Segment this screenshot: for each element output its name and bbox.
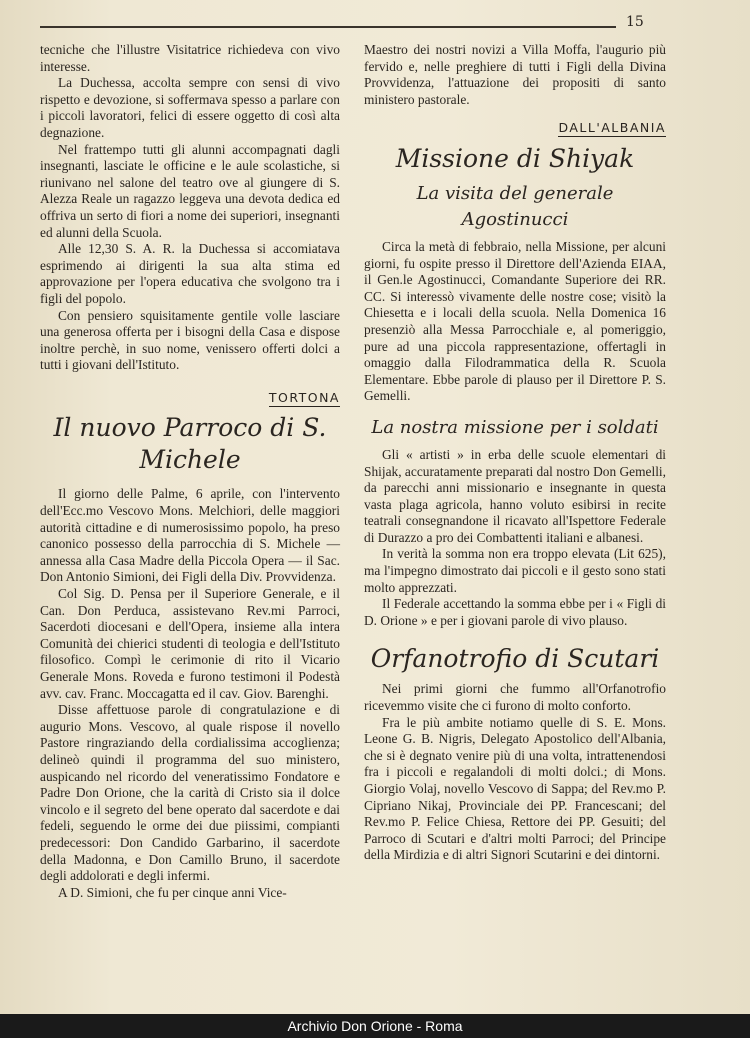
article-title-missione: Missione di Shiyak bbox=[395, 143, 635, 173]
paragraph: Maestro dei nostri novizi a Villa Moffa, l'augurio più fervido e, nelle preghiere di tutti i Figli della Divina Provvidenza, l'attuazione dei propositi di santo ministero pastorale. bbox=[364, 42, 666, 107]
paragraph: Fra le più ambite notiamo quelle di S. E. Mons. Leone G. B. Nigris, Delegato Apostolico dell'Albania, che si è degnato venire più di una volta, intrattenendosi fra i piccoli e regalandoli di molti dolci.; di Mons. Giorgio Volaj, novello Vescovo di Sappa; del Rev.mo P. Cipriano Nikaj, Provinciale dei PP. Francescani; del Rev.mo P. Felice Chiesa, Rettore dei PP. Gesuiti; del Parroco di Scutari e d'altri molti Parroci; del Principe della Mirdizia e di altri Signori Scutarini e dei dintorni. bbox=[364, 714, 666, 863]
paragraph: Col Sig. D. Pensa per il Superiore Generale, e il Can. Don Perduca, assistevano Rev.mi Parroci, Sacerdoti diocesani e dell'Opera, insieme alla intera Comunità dei chierici studenti di teologia e dell'Istituto filosofico. Compì le cerimonie di rito il Vicario Generale Mons. Roveda e furono testimoni il Podestà avv. cav. Franc. Moccagatta ed il cav. Giov. Barenghi. bbox=[40, 586, 340, 701]
paragraph: Disse affettuose parole di congratulazione e di augurio Mons. Vescovo, al quale rispose il novello Pastore ringraziando della cordialissima accoglienza; delineò quindi il programma del suo ministero, auspicando nel ricordo del veneratissimo Fondatore e Padre Don Orione, che la carità di Cristo sia il dolce vincolo e il segreto del bene operato dal sacerdote e dai fedeli, seguendo le orme dei due piissimi, compianti predecessori: Don Candido Garbarino, il sacerdote della Madonna, e Don Camillo Bruno, il sacerdote degli addolorati e degli infermi. bbox=[40, 702, 340, 884]
article-subtitle-soldati: La nostra missione per i soldati bbox=[371, 416, 659, 438]
header-rule bbox=[40, 26, 616, 28]
section-label-tortona: TORTONA bbox=[268, 389, 340, 405]
archive-caption: Archivio Don Orione - Roma bbox=[0, 1014, 750, 1038]
page-number: 15 bbox=[626, 14, 644, 30]
paragraph: Alle 12,30 S. A. R. la Duchessa si accomiatava esprimendo ai dirigenti la sua alta stima ed approvazione per l'opera educativa che svolgono tra i figli del popolo. bbox=[40, 241, 340, 306]
article-title-parroco: Il nuovo Parroco di S. Michele bbox=[53, 413, 327, 475]
article-subtitle-visita: La visita del generale Agostinucci bbox=[416, 182, 614, 230]
paragraph: Gli « artisti » in erba delle scuole elementari di Shijak, accuratamente preparati dal nostro Don Gemelli, da parecchi anni missionario e insegnante in questa vasta plaga agricola, hanno voluto esibirsi in recite teatrali consegnandone il ricavato all'Ispettore Federale di Durazzo a pro dei Combattenti italiani e albanesi. bbox=[364, 446, 666, 545]
paragraph: La Duchessa, accolta sempre con sensi di vivo rispetto e devozione, si soffermava spesso a parlare con i piccoli lavoratori, felici di essere oggetto di così alta degnazione. bbox=[40, 75, 340, 140]
article-title-orfanotrofio: Orfanotrofio di Scutari bbox=[370, 644, 660, 674]
section-label-albania: DALL'ALBANIA bbox=[558, 120, 666, 136]
paragraph: In verità la somma non era troppo elevata (Lit 625), ma l'impegno dimostrato dai piccoli e il gesto sono stati molto apprezzati. bbox=[364, 546, 666, 595]
paragraph: tecniche che l'illustre Visitatrice richiedeva con vivo interesse. bbox=[40, 42, 340, 74]
paragraph: Il giorno delle Palme, 6 aprile, con l'intervento dell'Ecc.mo Vescovo Mons. Melchiori, delle maggiori autorità cittadine e di numerosissimo popolo, ha preso canonico possesso della parrocchia di S. Michele — annessa alla Casa Madre della Piccola Opera — il Sac. Don Antonio Simioni, dei Figli della Div. Provvidenza. bbox=[40, 486, 340, 585]
paragraph: Nei primi giorni che fummo all'Orfanotrofio ricevemmo visite che ci furono di molto conforto. bbox=[364, 681, 666, 714]
paragraph: A D. Simioni, che fu per cinque anni Vice- bbox=[58, 884, 287, 900]
paragraph: Nel frattempo tutti gli alunni accompagnati dagli insegnanti, lasciate le officine e le aule scolastiche, si riunivano nel salone del teatro ove al giungere di S. Alezza Reale un ragazzo leggeva una devota dedica ed offriva un serto di fiori a nome dei superiori, insegnanti ed alunni della Scuola. bbox=[40, 141, 340, 240]
paragraph: Il Federale accettando la somma ebbe per i « Figli di D. Orione » e per i giovani parole di vivo plauso. bbox=[364, 596, 666, 628]
paragraph: Circa la metà di febbraio, nella Missione, per alcuni giorni, fu ospite presso il Direttore dell'Azienda EIAA, il Gen.le Agostinucci, Comandante Superiore dei RR. CC. Si interessò vivamente delle nostre cose; visitò la Chiesetta e i locali della scuola. Nella Domenica 16 presenziò alla Messa Parrocchiale e, al pomeriggio, pure ad una piccola rappresentazione, offertagli in omaggio dalla Filodrammatica della R. Scuola Elementare. Ebbe parole di plauso per il Direttore P. S. Gemelli. bbox=[364, 238, 666, 404]
right-column bbox=[364, 42, 666, 864]
paragraph: Con pensiero squisitamente gentile volle lasciare una generosa offerta per i bisogni della Casa e dispose inoltre perchè, in suo nome, venissero offerti dolci a tutti i giovani dell'Istituto. bbox=[40, 307, 340, 373]
left-column bbox=[40, 42, 340, 901]
